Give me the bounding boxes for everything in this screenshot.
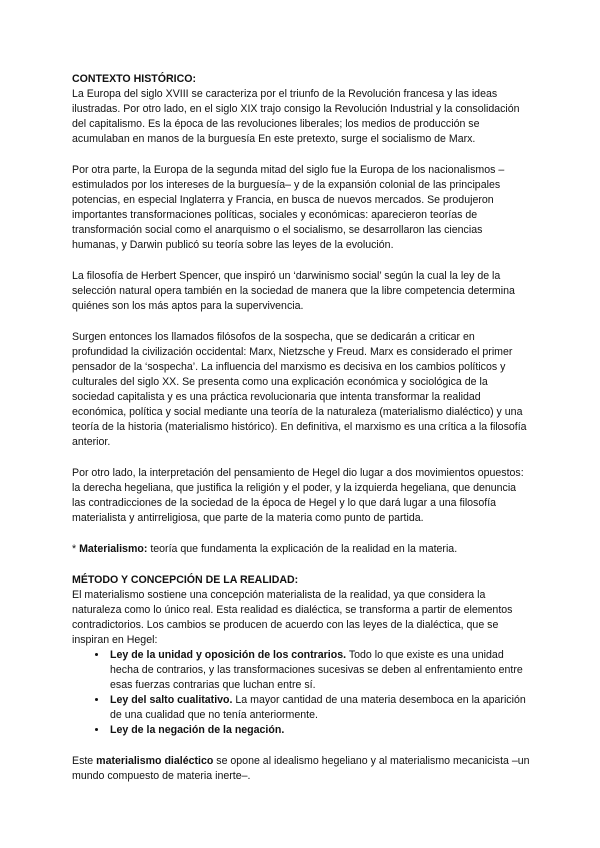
method-heading: MÉTODO Y CONCEPCIÓN DE LA REALIDAD: [72, 574, 299, 586]
law-text: Todo lo que existe es una unidad hecha de contrarios, y las transformaciones sucesivas se deben al enfrentamiento entre esas fuerzas contrarias que luchan entre sí. [110, 649, 523, 691]
context-paragraph-3: La filosofía de Herbert Spencer, que inspiró un ‘darwinismo social’ según la cual la ley de la selección natural opera también en la sociedad de manera que la libre competencia determina quiénes son los más aptos para la supervivencia. [72, 270, 515, 312]
context-paragraph-1: La Europa del siglo XVIII se caracteriza por el triunfo de la Revolución francesa y las ideas ilustradas. Por otro lado, en el siglo XIX trajo consigo la Revolución Industrial y la consolidación del capitalismo. Es la época de las revoluciones liberales; los medios de producción se acumulaban en manos de la burguesía En este pretexto, surge el socialismo de Marx. [72, 88, 520, 145]
document-page [72, 72, 530, 800]
closing-pre: Este [72, 755, 97, 767]
method-closing [72, 754, 530, 784]
dialectic-laws-list [72, 648, 530, 738]
context-paragraph-5: Por otro lado, la interpretación del pensamiento de Hegel dio lugar a dos movimientos opuestos: la derecha hegeliana, que justifica la religión y el poder, y la izquierda hegeliana, que denuncia las contradicciones de la sociedad de la época de Hegel y lo que dará lugar a una filosofía materialista y antirreligiosa, que parte de la materia como punto de partida. [72, 467, 524, 524]
law-title: Ley de la negación de la negación. [110, 724, 285, 736]
list-item [108, 648, 530, 693]
list-item [108, 723, 530, 738]
law-title: Ley de la unidad y oposición de los contrarios. [110, 649, 347, 661]
closing-term: materialismo dialéctico [96, 755, 214, 767]
list-item [108, 693, 530, 723]
law-title: Ley del salto cualitativo. [110, 694, 233, 706]
context-heading: CONTEXTO HISTÓRICO: [72, 73, 196, 85]
context-paragraph-4: Surgen entonces los llamados filósofos de la sospecha, que se dedicarán a criticar en profundidad la civilización occidental: Marx, Nietzsche y Freud. Marx es considerado el primer pensador de la ‘sospecha’. La influencia del marxismo es decisiva en los cambios políticos y culturales del siglo XX. Se presenta como una explicación económica y sociológica de la sociedad capitalista y es una práctica revolucionaria que intenta transformar la realidad económica, política y social mediante una teoría de la naturaleza (materialismo dialéctico) y una teoría de la historia (materialismo histórico). En definitiva, el marxismo es una crítica a la filosofía anterior. [72, 331, 527, 448]
note-term: Materialismo: [79, 543, 148, 555]
note-prefix: * [72, 543, 80, 555]
materialism-note [72, 542, 530, 557]
context-paragraph-2: Por otra parte, la Europa de la segunda mitad del siglo fue la Europa de los nacionalismos –estimulados por los intereses de la burguesía– y de la expansión colonial de las principales potencias, en especial Inglaterra y Francia, en busca de nuevos mercados. Se produjeron importantes transformaciones políticas, sociales y económicas: aparecieron teorías de transformación social como el anarquismo o el socialismo, se desarrollaron las ciencias humanas, y Darwin publicó su teoría sobre las leyes de la evolución. [72, 164, 505, 251]
closing-post: se opone al idealismo hegeliano y al materialismo mecanicista –un mundo compuesto de materia inerte–. [72, 755, 530, 782]
law-text: La mayor cantidad de una materia desemboca en la aparición de una cualidad que no tenía anteriormente. [110, 694, 526, 721]
note-text: teoría que fundamenta la explicación de la realidad en la materia. [147, 543, 458, 555]
method-intro: El materialismo sostiene una concepción materialista de la realidad, ya que considera la naturaleza como lo único real. Esta realidad es dialéctica, se transforma a partir de elementos contradictorios. Los cambios se producen de acuerdo con las leyes de la dialéctica, que se inspiran en Hegel: [72, 589, 513, 646]
